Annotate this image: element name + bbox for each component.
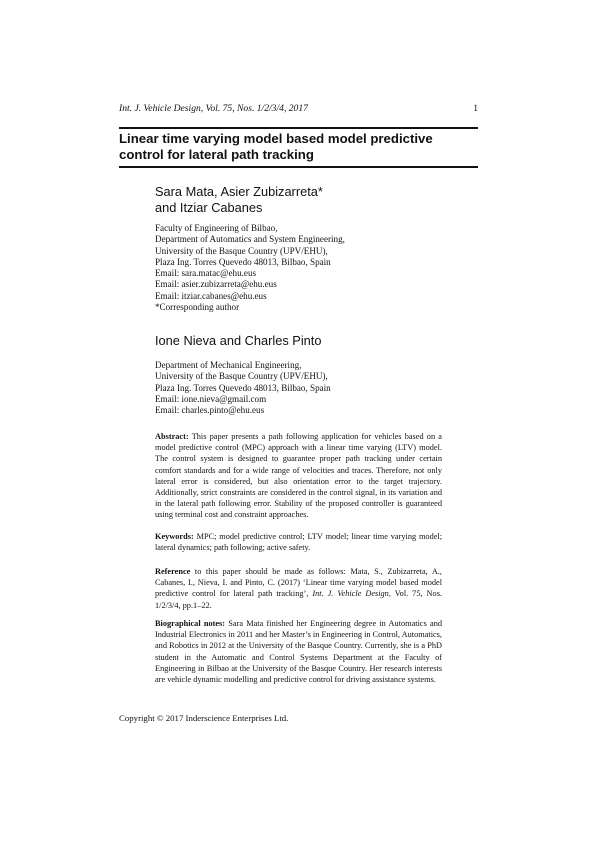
reference-volume: , Vol. 75, Nos. 1/2/3/4, pp.1–22. (155, 589, 442, 610)
abstract (155, 431, 442, 521)
affiliation-line: Department of Mechanical Engineering, (155, 360, 302, 370)
reference-label: Reference (155, 567, 191, 576)
affiliation-line: University of the Basque Country (UPV/EHU), (155, 371, 328, 382)
title-bottom-rule (119, 166, 478, 168)
email-line: Email: itziar.cabanes@ehu.eus (155, 290, 267, 301)
email-line: Email: asier.zubizarreta@ehu.eus (155, 279, 277, 290)
bio-text: Sara Mata finished her Engineering degree in Automatics and Industrial Electronics in 2011 and her Master’s in Engineering in Control, Automatics, and Robotics in 2012 at the University of the Basque Country. Currently, she is a PhD student in the Automatic and Control Systems Department at the Faculty of Engineering in Bilbao at the University of the Basque Country. Her research interests are vehicle dynamic modelling and predictive control for driving assistance systems. (155, 619, 442, 685)
title-line-1: Linear time varying model based model predictive (119, 131, 433, 146)
reference-text: to this paper should be made as follows: Mata, S., Zubizarreta, A., Cabanes, I., Nieva, I. and Pinto, C. (2017) ‘Linear time varying model based model predictive control for lateral path tracking’, (155, 567, 442, 599)
reference (155, 566, 442, 611)
corresponding-author-note: *Corresponding author (155, 302, 240, 313)
affiliation-line: Department of Automatics and System Engineering, (155, 234, 345, 245)
affiliation-line: Plaza Ing. Torres Quevedo 48013, Bilbao, Spain (155, 382, 331, 393)
title-line-2: control for lateral path tracking (119, 146, 314, 162)
email-line: Email: ione.nieva@gmail.com (155, 393, 267, 404)
reference-journal: Int. J. Vehicle Design (312, 589, 389, 599)
author-line-2: and Itziar Cabanes (155, 200, 263, 215)
paper-title (119, 131, 479, 162)
abstract-label: Abstract: (155, 432, 189, 441)
biographical-notes (155, 618, 442, 685)
journal-header: Int. J. Vehicle Design, Vol. 75, Nos. 1/2/3/4, 2017 (119, 103, 308, 114)
affiliation-2 (155, 360, 331, 416)
page-number: 1 (473, 103, 478, 114)
author-line-1: Sara Mata, Asier Zubizarreta* (155, 184, 323, 199)
affiliation-1 (155, 223, 345, 313)
copyright-notice: Copyright © 2017 Inderscience Enterprises Ltd. (119, 713, 289, 723)
author-list-2: Ione Nieva and Charles Pinto (155, 333, 322, 348)
bio-label: Biographical notes: (155, 619, 226, 628)
affiliation-line: Faculty of Engineering of Bilbao, (155, 223, 278, 233)
keywords (155, 531, 442, 553)
email-line: Email: charles.pinto@ehu.eus (155, 405, 265, 416)
affiliation-line: University of the Basque Country (UPV/EHU), (155, 245, 328, 256)
email-line: Email: sara.matac@ehu.eus (155, 268, 257, 279)
title-top-rule (119, 127, 478, 129)
keywords-label: Keywords: (155, 532, 194, 541)
author-list-1 (155, 184, 323, 216)
abstract-text: This paper presents a path following application for vehicles based on a model predictive control (MPC) approach with a linear time varying (LTV) model. The control system is designed to guarantee proper path tracking under certain comfort standards and for a wide range of velocities and traces. Therefore, not only lateral error is considered, but also orientation error to the target trajectory. Additionally, strict constraints are considered in the control signal, in its variation and in the lateral path following error. Stability of the proposed controller is guaranteed using terminal cost and constraint approaches. (155, 432, 442, 520)
affiliation-line: Plaza Ing. Torres Quevedo 48013, Bilbao, Spain (155, 256, 331, 267)
keywords-text: MPC; model predictive control; LTV model; linear time varying model; lateral dynamics; path following; active safety. (155, 532, 443, 553)
